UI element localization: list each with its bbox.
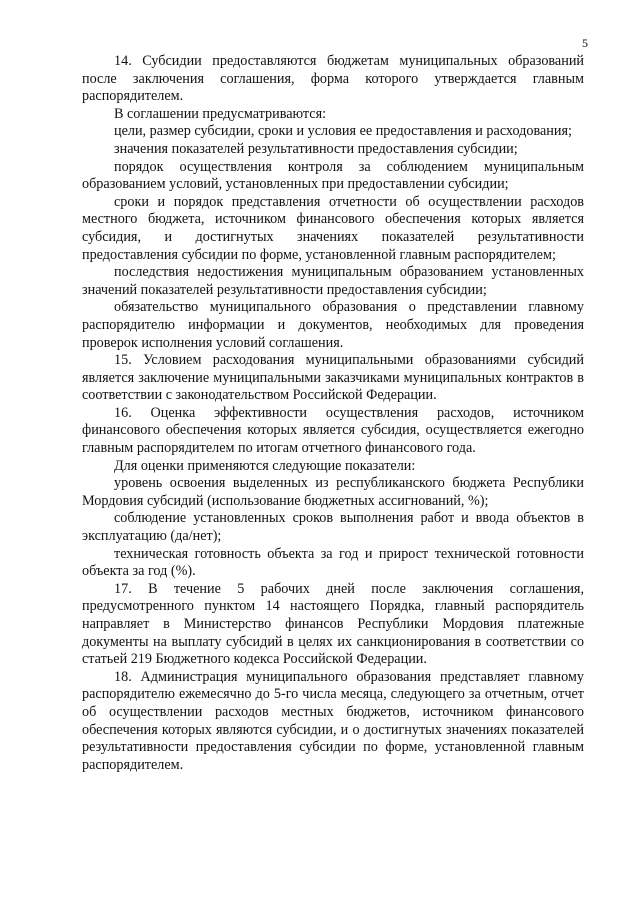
paragraph-agreement-goals: цели, размер субсидии, сроки и условия ее предоставления и расходования; (114, 123, 572, 140)
paragraph-14: 14. Субсидии предоставляются бюджетам муниципальных образований после заключения соглашения, форма которого утверждается главным распорядителем. (82, 53, 584, 105)
paragraph-agreement-reporting: сроки и порядок представления отчетности об осуществлении расходов местного бюджета, источником финансового обеспечения которых является субсидия, и достигнутых значениях показателей результативности предоставления субсидии по форме, установленной главным распорядителем; (82, 193, 584, 263)
paragraph-indicators-intro: Для оценки применяются следующие показатели: (114, 457, 416, 474)
paragraph-agreement-intro: В соглашении предусматриваются: (114, 105, 327, 122)
document-body (82, 53, 584, 774)
paragraph-indicator-absorption: уровень освоения выделенных из республиканского бюджета Республики Мордовия субсидий (использование бюджетных ассигнований, %); (82, 475, 584, 509)
paragraph-indicator-deadlines: соблюдение установленных сроков выполнения работ и ввода объектов в эксплуатацию (да/нет); (82, 510, 584, 545)
paragraph-18: 18. Администрация муниципального образования представляет главному распорядителю ежемесячно до 5-го числа месяца, следующего за отчетным, отчет об осуществлении расходов местных бюджетов, источником финансового обеспечения которых являются субсидии, и о достигнутых значениях показателей результативности предоставления субсидии по форме, установленной главным распорядителем. (82, 668, 584, 773)
paragraph-agreement-indicators: значения показателей результативности предоставления субсидии; (114, 140, 518, 157)
paragraph-17: 17. В течение 5 рабочих дней после заключения соглашения, предусмотренного пунктом 14 настоящего Порядка, главный распорядитель направляет в Министерство финансов Республики Мордовия платежные документы на выплату субсидий в целях их санкционирования в соответствии со статьей 219 Бюджетного кодекса Российской Федерации. (82, 580, 584, 668)
paragraph-15: 15. Условием расходования муниципальными образованиями субсидий является заключение муниципальными заказчиками муниципальных контрактов в соответствии с законодательством Российской Федерации. (82, 352, 584, 404)
paragraph-16: 16. Оценка эффективности осуществления расходов, источником финансового обеспечения которых является субсидия, осуществляется ежегодно главным распорядителем по итогам отчетного финансового года. (82, 404, 584, 457)
paragraph-indicator-readiness: техническая готовность объекта за год и прирост технической готовности объекта за год (%). (82, 545, 584, 580)
paragraph-agreement-obligation: обязательство муниципального образования о представлении главному распорядителю информации и документов, необходимых для проведения проверок исполнения условий соглашения. (82, 299, 584, 351)
paragraph-agreement-consequences: последствия недостижения муниципальным образованием установленных значений показателей результативности предоставления субсидии; (82, 264, 584, 298)
paragraph-agreement-control: порядок осуществления контроля за соблюдением муниципальным образованием условий, установленных при предоставлении субсидии; (82, 158, 584, 193)
page-number: 5 (582, 36, 588, 50)
